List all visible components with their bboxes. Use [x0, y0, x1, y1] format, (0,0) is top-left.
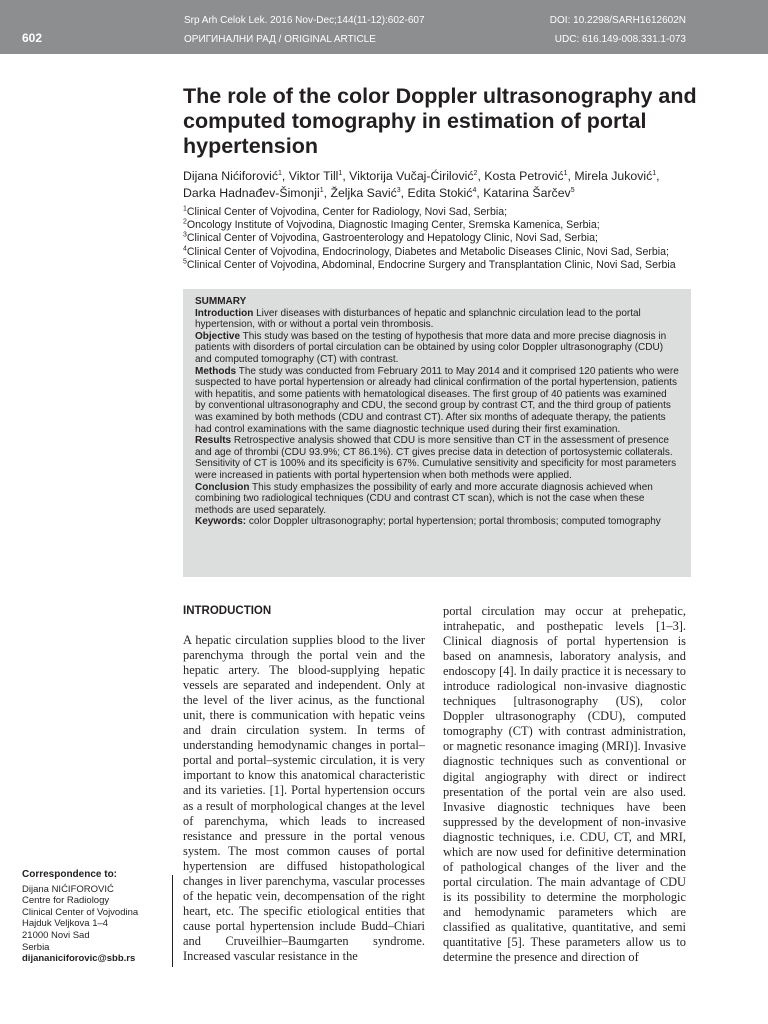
journal-citation: Srp Arh Celok Lek. 2016 Nov-Dec;144(11-12):602-607 — [184, 15, 425, 26]
affiliation: $^4$Clinical Center of Vojvodina, Endocrinology, Diabetes and Metabolic Diseases Clinic, Novi Sad, Serbia; — [183, 245, 669, 258]
affiliation: $^2$Oncology Institute of Vojvodina, Diagnostic Imaging Center, Sremska Kamenica, Serbia; — [183, 218, 600, 232]
affiliation: $^3$Clinical Center of Vojvodina, Gastroenterology and Hepatology Clinic, Novi Sad, Serbia; — [183, 231, 598, 245]
author: Viktorija Vučaj-Ćirilović$^2$ — [349, 169, 478, 183]
article-type: ОРИГИНАЛНИ РАД / ORIGINAL ARTICLE — [184, 34, 376, 45]
affiliation: $^5$Clinical Center of Vojvodina, Abdominal, Endocrine Surgery and Transplantation Clinic, Novi Sad, Serbia — [183, 258, 676, 271]
affiliation: $^1$Clinical Center of Vojvodina, Center for Radiology, Novi Sad, Serbia; — [183, 205, 508, 218]
summary-conclusion: Conclusion This study emphasizes the possibility of early and more accurate diagnosis achieved when combining two radiological techniques (CDU and contrast CT scan), which is not the case when these methods are used separately. — [195, 481, 653, 516]
author: Mirela Juković$^1$ — [574, 169, 657, 183]
body-column-right: portal circulation may occur at prehepatic, intrahepatic, and posthepatic levels [1–3]. Clinical diagnosis of portal hypertension is based on anamnesis, laboratory analysis, and endoscopy [4]. In daily practice it is necessary to introduce radiological non-invasive diagnostic techniques [ultrasonography (US), color Doppler ultrasonography (CDU), computed tomography (CT) with contrast administration, or magnetic resonance imaging (MRI)]. Invasive diagnostic techniques such as conventional or digital angiography with direct or indirect presentation of the portal vein are also used. Invasive diagnostic techniques have been suppressed by the development of non-invasive diagnostic techniques, i.e. CDU, CT, and MRI, which are now used for definitive determination of pathological changes of the liver and the portal circulation. The main advantage of CDU is its possibility to determine the morphologic and hemodynamic parameters which are classified as qualitative, quantitative, and semi quantitative [5]. These parameters allow us to determine the presence and direction of — [443, 604, 686, 965]
correspondence-block — [22, 869, 162, 965]
summary-objective: Objective This study was based on the testing of hypothesis that more data and more precise diagnosis in patients with disorders of portal circulation can be obtained by using color Doppler ultrasonography (CDU) and computed tomography (CT) with contrast. — [195, 330, 667, 365]
author: Željka Savić$^3$ — [330, 186, 401, 200]
author-list: Dijana Nićiforović$^1$, Viktor Till$^1$, Viktorija Vučaj-Ćirilović$^2$, Kosta Petrović$^1$, Mirela Juković$^1$, Darka Hadnađev-Šimonji$^1$, Željka Savić$^3$, Edita Stokić$^4$, Katarina Šarčev$^5$ — [183, 169, 660, 200]
summary-results: Results Retrospective analysis showed that CDU is more sensitive than CT in the assessment of presence and age of thrombi (CDU 93.9%; CT 86.1%). CT gives precise data in detection of portosystemic collaterals. Sensitivity of CT is 100% and its specificity is 67%. Cumulative sensitivity and specificity for most parameters were increased in patients with portal hypertension when both methods were applied. — [195, 435, 677, 481]
correspondence-address-line: 21000 Novi Sad — [22, 929, 90, 941]
journal-header-band — [0, 0, 768, 54]
introduction-heading: INTRODUCTION — [183, 605, 272, 617]
author: Darka Hadnađev-Šimonji$^1$ — [183, 186, 324, 200]
author: Edita Stokić$^4$ — [407, 186, 477, 200]
summary-methods: Methods The study was conducted from February 2011 to May 2014 and it comprised 120 patients who were suspected to have portal hypertension or already had clinical confirmation of the portal hypertension, patients with hepatitis, and some patients with hematological diseases. The first group of 40 patients was examined by conventional ultrasonography and CDU, the second group by contrast CT, and the third group of patients was examined by both methods (CDU and contrast CT). After six months of adequate therapy, the patients had control examinations with the same diagnostic technique used during their first examination. — [195, 365, 679, 435]
author: Viktor Till$^1$ — [288, 169, 343, 183]
author: Dijana Nićiforović$^1$ — [183, 169, 282, 183]
summary-introduction: Introduction Liver diseases with disturbances of hepatic and splanchnic circulation lead to the portal hypertension, with or without a portal vein thrombosis. — [195, 307, 641, 331]
article-title: The role of the color Doppler ultrasonography and computed tomography in estimation of portal hypertension — [183, 84, 697, 158]
page-number: 602 — [22, 31, 43, 45]
doi[interactable]: DOI: 10.2298/SARH1612602N — [549, 15, 686, 26]
correspondence-email[interactable]: dijananiciforovic@sbb.rs — [22, 953, 136, 965]
correspondence-address-line: Clinical Center of Vojvodina — [22, 906, 139, 918]
correspondence-address-line: Centre for Radiology — [22, 895, 110, 907]
udc: UDC: 616.149-008.331.1-073 — [554, 34, 686, 45]
body-column-left: A hepatic circulation supplies blood to the liver parenchyma through the portal vein and the hepatic artery. The blood-supplying hepatic vessels are separated and independent. Only at the level of the liver acinus, as the functional unit, there is communication with hepatic veins and drain circulation system. In terms of understanding hemodynamic changes in portal–portal and portal–systemic circulation, it is very important to know this anatomical characteristic and its varieties. [1]. Portal hypertension occurs as a result of morphological changes at the level of parenchyma, which leads to increased resistance and pressure in the portal venous system. The most common causes of portal hypertension are diffused histopathological changes in liver parenchyma, vascular processes of the hepatic vein, decompensation of the right heart, etc. The specific etiological entities that cause portal hypertension include Budd–Chiari and Cruveilhier–Baumgarten syndrome. Increased vascular resistance in the — [183, 633, 425, 963]
summary-heading: SUMMARY — [195, 296, 247, 307]
correspondence-address-line: Serbia — [22, 941, 50, 953]
affiliation-list — [183, 206, 693, 272]
correspondence-title: Correspondence to: — [22, 869, 118, 880]
correspondence-name: Dijana NIĆIFOROVIĆ — [22, 883, 114, 895]
correspondence-divider — [172, 875, 173, 967]
author: Kosta Petrović$^1$ — [484, 169, 568, 183]
summary-keywords: Keywords: color Doppler ultrasonography; portal hypertension; portal thrombosis; computed tomography — [195, 516, 661, 528]
correspondence-address-line: Hajduk Veljkova 1–4 — [22, 918, 109, 930]
author: Katarina Šarčev$^5$ — [483, 186, 575, 200]
summary-box — [183, 289, 691, 577]
